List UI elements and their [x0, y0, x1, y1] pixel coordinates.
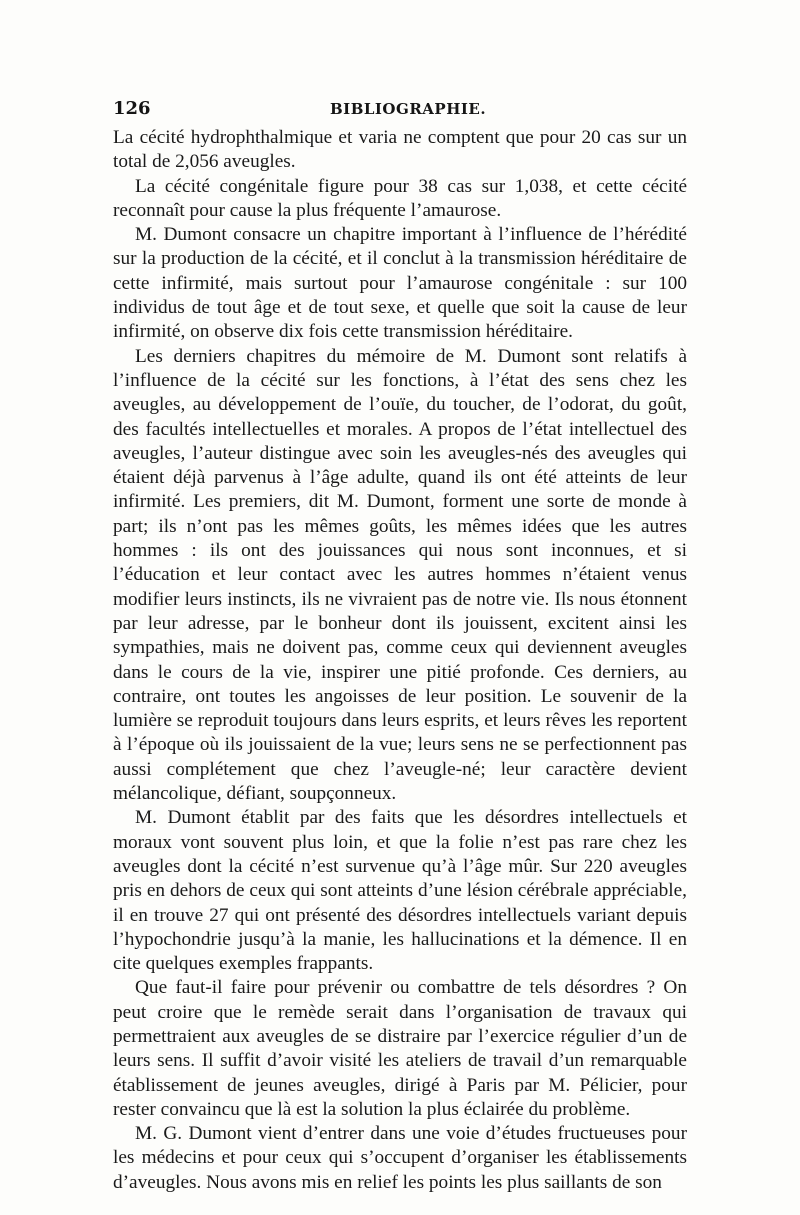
paragraph-1: La cécité hydrophthalmique et varia ne comptent que pour 20 cas sur un total de 2,056 aveugles.	[113, 127, 687, 173]
running-title: BIBLIOGRAPHIE.	[330, 100, 487, 118]
paragraph-2: La cécité congénitale figure pour 38 cas sur 1,038, et cette cécité reconnaît pour cause la plus fréquente l’amaurose.	[113, 175, 687, 221]
page-header	[113, 98, 687, 122]
paragraph-7: M. G. Dumont vient d’entrer dans une voie d’études fructueuses pour les médecins et pour ceux qui s’occupent d’organiser les établissements d’aveugles. Nous avons mis en relief les points les plus saillants de son	[113, 1123, 687, 1193]
paragraph-3: M. Dumont consacre un chapitre important à l’influence de l’hérédité sur la production de la cécité, et il conclut à la transmission héréditaire de cette infirmité, mais surtout pour l’amaurose congénitale : sur 100 individus de tout âge et de tout sexe, et quelle que soit la cause de leur infirmité, on observe dix fois cette transmission héréditaire.	[113, 224, 687, 343]
paragraph-4: Les derniers chapitres du mémoire de M. Dumont sont relatifs à l’influence de la cécité sur les fonctions, à l’état des sens chez les aveugles, au développement de l’ouïe, du toucher, de l’odorat, du goût, des facultés intellectuelles et morales. A propos de l’état intellectuel des aveugles, l’auteur distingue avec soin les aveugles-nés des aveugles qui étaient déjà parvenus à l’âge adulte, quand ils ont été atteints de leur infirmité. Les premiers, dit M. Dumont, forment une sorte de monde à part; ils n’ont pas les mêmes goûts, les mêmes idées que les autres hommes : ils ont des jouissances qui nous sont inconnues, et si l’éducation et leur contact avec les autres hommes n’étaient venus modifier leurs instincts, ils ne vivraient pas de notre vie. Ils nous étonnent par leur adresse, par le bonheur dont ils jouissent, excitent ainsi les sympathies, mais ne doivent pas, comme ceux qui deviennent aveugles dans le cours de la vie, inspirer une pitié profonde. Ces derniers, au contraire, ont toutes les angoisses de leur position. Le souvenir de la lumière se reproduit toujours dans leurs esprits, et leurs rêves les reportent à l’époque où ils jouissaient de la vue; leurs sens ne se perfectionnent pas aussi complétement que chez l’aveugle-né; leur caractère devient mélancolique, défiant, soupçonneux.	[113, 345, 687, 805]
body-text	[113, 126, 687, 1195]
paragraph-6: Que faut-il faire pour prévenir ou combattre de tels désordres ? On peut croire que le remède serait dans l’organisation de travaux qui permettraient aux aveugles de se distraire par l’exercice régulier d’un de leurs sens. Il suffit d’avoir visité les ateliers de travail d’un remarquable établissement de jeunes aveugles, dirigé à Paris par M. Pélicier, pour rester convaincu que là est la solution la plus éclairée du problème.	[113, 977, 687, 1120]
paragraph-5: M. Dumont établit par des faits que les désordres intellectuels et moraux vont souvent plus loin, et que la folie n’est pas rare chez les aveugles dont la cécité n’est survenue qu’à l’âge mûr. Sur 220 aveugles pris en dehors de ceux qui sont atteints d’une lésion cérébrale appréciable, il en trouve 27 qui ont présenté des désordres intellectuels variant depuis l’hypochondrie jusqu’à la manie, les hallucinations et la démence. Il en cite quelques exemples frappants.	[113, 807, 687, 975]
page-number: 126	[113, 98, 151, 119]
